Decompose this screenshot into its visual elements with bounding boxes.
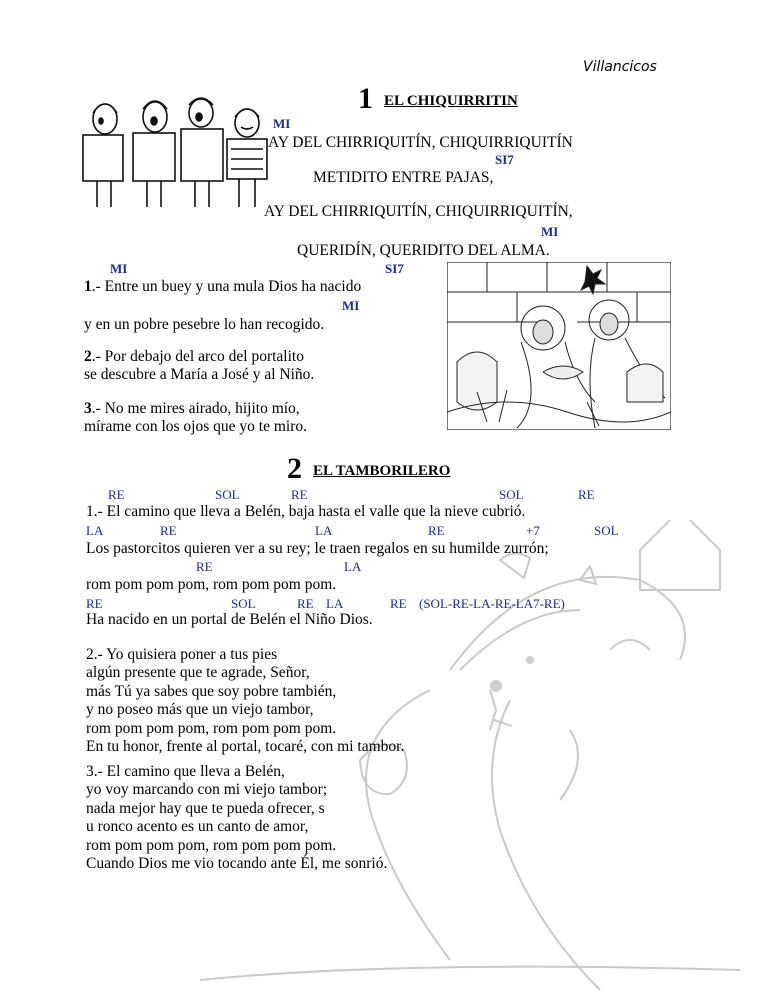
chorus-line-3: AY DEL CHIRRIQUITÍN, CHIQUIRRIQUITÍN, (264, 203, 573, 220)
verse-line: se descubre a María a José y al Niño. (84, 366, 315, 384)
song1-verse-2: 2.- Por debajo del arco del portalito se descubre a María a José y al Niño. (84, 348, 315, 384)
chord-mi: MI (541, 224, 559, 239)
song2-number: 2 (287, 452, 302, 485)
chorus-line-1: AY DEL CHIRRIQUITÍN, CHIQUIRRIQUITÍN (268, 134, 573, 151)
chord: SOL (594, 523, 619, 538)
chord: LA (86, 523, 104, 538)
verse-line: 2.- Yo quisiera poner a tus pies (86, 646, 278, 663)
chord: RE (428, 523, 445, 538)
nativity-illustration (447, 262, 671, 430)
chord: RE (160, 523, 177, 538)
chord: RE (196, 559, 213, 574)
chord-si7: SI7 (385, 261, 404, 276)
chord: LA (344, 559, 362, 574)
chorus-line-4: QUERIDÍN, QUERIDITO DEL ALMA. (297, 242, 550, 259)
chord: SOL (231, 596, 256, 611)
chord-mi: MI (342, 298, 360, 313)
chord-mi: MI (273, 116, 291, 131)
song2-verse1-line: 1.- El camino que lleva a Belén, baja hasta el valle que la nieve cubrió. (86, 503, 526, 520)
chord: SOL (499, 487, 524, 502)
song1-verse-3: 3.- No me mires airado, hijito mío, mírame con los ojos que yo te miro. (84, 400, 307, 436)
song2-verse1-line: rom pom pom pom, rom pom pom pom. (86, 576, 337, 593)
verse-line: y no poseo más que un viejo tambor, (86, 701, 314, 719)
chord: +7 (526, 523, 540, 538)
verse-line: Entre un buey y una mula Dios ha nacido (104, 278, 362, 295)
verse-line: algún presente que te agrade, Señor, (86, 664, 310, 682)
song2-verse-2 (86, 646, 404, 756)
song1-verse-1: 1.- Entre un buey y una mula Dios ha nacido (84, 278, 362, 295)
verse-line: Por debajo del arco del portalito (104, 348, 304, 365)
song2-verse1-line: Los pastorcitos quieren ver a su rey; le traen regalos en su humilde zurrón; (86, 540, 549, 557)
verse-line: En tu honor, frente al portal, tocaré, con mi tambor. (86, 738, 405, 756)
verse-line: u ronco acento es un canto de amor, (86, 818, 309, 836)
chord-si7: SI7 (495, 152, 514, 167)
chord: LA (315, 523, 333, 538)
verse-line: yo voy marcando con mi viejo tambor; (86, 781, 328, 799)
chord: RE (86, 596, 103, 611)
chord: SOL (215, 487, 240, 502)
verse-line: nada mejor hay que te pueda ofrecer, s (86, 799, 325, 817)
verse-line: Cuando Dios me vio tocando ante Él, me sonrió. (86, 855, 388, 873)
chord: RE (578, 487, 595, 502)
chorus-line-2: METIDITO ENTRE PAJAS, (313, 169, 494, 186)
song2-verse1-line: Ha nacido en un portal de Belén el Niño Dios. (86, 611, 373, 628)
song1-number: 1 (358, 82, 373, 115)
verse-line: y en un pobre pesebre lo han recogido. (84, 316, 325, 333)
song2-title: EL TAMBORILERO (313, 463, 451, 479)
song1-title: EL CHIQUIRRITIN (384, 93, 518, 109)
chord: RE (390, 596, 407, 611)
verse-line: mírame con los ojos que yo te miro. (84, 418, 307, 436)
chord: RE (297, 596, 314, 611)
verse-line: rom pom pom pom, rom pom pom pom. (86, 719, 337, 737)
verse-line: 3.- El camino que lleva a Belén, (86, 763, 285, 780)
chord-mi: MI (110, 261, 128, 276)
verse-number: 3 (84, 400, 92, 417)
verse-number: 1 (84, 278, 92, 295)
song2-verse-3 (86, 763, 387, 873)
chord: RE (108, 487, 125, 502)
chord-sequence: (SOL-RE-LA-RE-LA7-RE) (419, 596, 565, 611)
chord: LA (326, 596, 344, 611)
verse-line: No me mires airado, hijito mío, (104, 400, 300, 417)
verse-number: 2 (84, 348, 92, 365)
chord: RE (291, 487, 308, 502)
page-category-header: Villancicos (583, 59, 657, 75)
verse-line: rom pom pom pom, rom pom pom pom. (86, 836, 337, 854)
verse-line: más Tú ya sabes que soy pobre también, (86, 682, 337, 700)
carolers-illustration (77, 93, 273, 215)
